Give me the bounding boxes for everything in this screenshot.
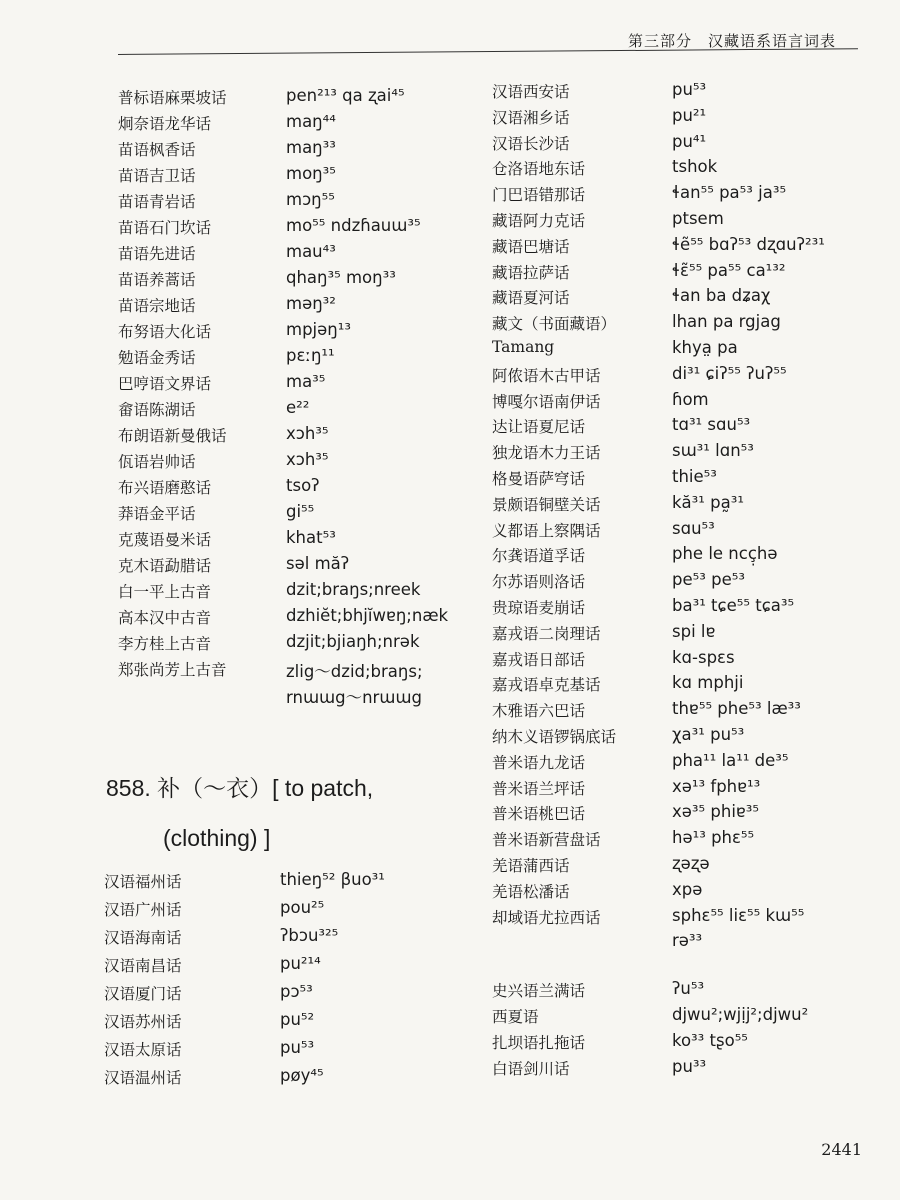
- phonetic-form: xə³⁵ phiɐ³⁵: [672, 802, 760, 822]
- phonetic-form: ʔu⁵³: [672, 979, 705, 999]
- language-name: 苗语宗地话: [118, 297, 196, 315]
- phonetic-form: pen²¹³ qa ʐai⁴⁵: [286, 86, 405, 105]
- language-name: 佤语岩帅话: [118, 453, 196, 471]
- language-name: 白语剑川话: [492, 1059, 570, 1078]
- phonetic-form: mpjəŋ¹³: [286, 320, 351, 339]
- phonetic-form: dzjit;bjiaŋh;nrək: [286, 632, 420, 651]
- language-name: 克木语勐腊话: [118, 557, 212, 575]
- phonetic-form: ʔbɔu³²⁵: [280, 926, 339, 945]
- language-name: 普米语新营盘话: [492, 831, 601, 850]
- language-name: 尔龚语道孚话: [492, 547, 586, 566]
- phonetic-form: thɐ⁵⁵ phe⁵³ læ³³: [672, 699, 801, 719]
- phonetic-form: gi⁵⁵: [286, 502, 315, 521]
- language-name: 郑张尚芳上古音: [118, 661, 227, 679]
- phonetic-form: tshok: [672, 157, 718, 177]
- phonetic-form: pu²¹: [672, 105, 707, 125]
- phonetic-form: dzhiĕt;bhjĭwɐŋ;næk: [286, 606, 449, 625]
- language-name: 汉语温州话: [104, 1069, 182, 1087]
- language-name: 布努语大化话: [118, 323, 212, 341]
- phonetic-form: kɑ mphji: [672, 673, 744, 693]
- language-name: 汉语福州话: [104, 873, 182, 891]
- phonetic-form: kă³¹ pa̰³¹: [672, 492, 744, 512]
- language-name: 巴哼语文界话: [118, 375, 212, 393]
- language-name: 高本汉中古音: [118, 609, 212, 627]
- phonetic-form: rnɯɯg～nrɯɯg: [286, 688, 422, 707]
- language-name: 义都语上察隅话: [492, 521, 601, 540]
- language-name: 嘉戎语日部话: [492, 650, 586, 669]
- language-name: 苗语先进话: [118, 245, 196, 263]
- phonetic-form: mɔŋ⁵⁵: [286, 190, 335, 209]
- phonetic-form: hə¹³ phɛ⁵⁵: [672, 828, 755, 848]
- language-name: 木雅语六巴话: [492, 702, 586, 721]
- phonetic-form: thieŋ⁵² βuo³¹: [280, 870, 385, 889]
- language-name: 藏语夏河话: [492, 289, 570, 308]
- phonetic-form: xɔh³⁵: [286, 424, 329, 443]
- language-name: 汉语湘乡话: [492, 108, 570, 127]
- language-name: 莽语金平话: [118, 505, 196, 523]
- phonetic-form: khya̤ pa: [672, 338, 738, 357]
- language-name: 苗语吉卫话: [118, 167, 196, 185]
- language-name: 汉语南昌话: [104, 957, 182, 975]
- phonetic-form: tɑ³¹ sɑu⁵³: [672, 415, 751, 435]
- language-name: 却域语尤拉西话: [492, 908, 601, 927]
- language-name: 汉语海南话: [104, 929, 182, 947]
- phonetic-form: ɦom: [672, 389, 709, 409]
- language-name: 扎坝语扎拖话: [492, 1033, 586, 1052]
- phonetic-form: pu⁵³: [280, 1038, 315, 1057]
- header-rule: [118, 48, 858, 55]
- language-name: 藏语拉萨话: [492, 263, 570, 282]
- language-name: 博嘎尔语南伊话: [492, 392, 601, 411]
- language-name: 阿侬语木古甲话: [492, 366, 601, 385]
- phonetic-form: ptsem: [672, 209, 724, 228]
- language-name: 李方桂上古音: [118, 635, 212, 653]
- language-name: 贵琼语麦崩话: [492, 599, 586, 617]
- page-header: [0, 0, 900, 60]
- phonetic-form: sɑu⁵³: [672, 518, 715, 538]
- phonetic-form: pu⁵²: [280, 1010, 315, 1029]
- language-name: 苗语石门坎话: [118, 219, 212, 237]
- language-name: 嘉戎语卓克基话: [492, 676, 601, 695]
- phonetic-form: sphɛ⁵⁵ liɛ⁵⁵ kɯ⁵⁵: [672, 905, 805, 925]
- phonetic-form: thie⁵³: [672, 467, 717, 486]
- language-name: 尔苏语则洛话: [492, 573, 586, 592]
- language-name: 景颇语铜壁关话: [492, 495, 601, 514]
- phonetic-form: tsoʔ: [286, 476, 320, 495]
- entry-heading-continuation: (clothing) ]: [163, 825, 271, 851]
- phonetic-form: zlig～dzid;braŋs;: [286, 662, 423, 681]
- phonetic-form: ɬan ba dʑaχ: [672, 286, 771, 306]
- phonetic-form: χa³¹ pu⁵³: [672, 725, 745, 744]
- phonetic-form: pu⁵³: [672, 80, 707, 99]
- phonetic-form: xə¹³ fphɐ¹³: [672, 776, 761, 796]
- phonetic-form: pɛːŋ¹¹: [286, 346, 335, 365]
- phonetic-form: maŋ⁴⁴: [286, 112, 336, 131]
- phonetic-form: moŋ³⁵: [286, 164, 336, 183]
- phonetic-form: pɔ⁵³: [280, 982, 313, 1001]
- language-name: 汉语厦门话: [104, 985, 182, 1003]
- phonetic-form: e²²: [286, 398, 310, 417]
- language-name: 克蔑语曼米话: [118, 531, 212, 549]
- phonetic-form: xɔh³⁵: [286, 450, 329, 469]
- language-name: 白一平上古音: [118, 583, 212, 601]
- language-name: 藏语巴塘话: [492, 237, 570, 256]
- language-name: 格曼语萨穹话: [492, 470, 586, 488]
- language-name: 炯奈语龙华话: [118, 115, 212, 133]
- phonetic-form: lhan pa rgjag: [672, 312, 781, 332]
- language-name: 西夏语: [492, 1008, 539, 1026]
- phonetic-form: rə³³: [672, 931, 703, 951]
- phonetic-form: sɯ³¹ lɑn⁵³: [672, 441, 754, 461]
- language-name: 苗语养蒿话: [118, 271, 196, 289]
- phonetic-form: dzit;braŋs;nreek: [286, 580, 421, 599]
- language-name: 纳木义语锣锅底话: [492, 728, 617, 746]
- phonetic-form: xpə: [672, 879, 703, 899]
- phonetic-form: mau⁴³: [286, 242, 336, 261]
- phonetic-form: pu²¹⁴: [280, 954, 321, 973]
- language-name: 普米语兰坪话: [492, 779, 586, 798]
- language-name: 勉语金秀话: [118, 349, 196, 367]
- phonetic-form: məŋ³²: [286, 294, 336, 313]
- language-name: 苗语青岩话: [118, 193, 196, 211]
- language-name: 苗语枫香话: [118, 141, 196, 159]
- language-name: 普米语九龙话: [492, 753, 586, 772]
- phonetic-form: pha¹¹ la¹¹ de³⁵: [672, 750, 789, 770]
- language-name: 汉语西安话: [492, 83, 570, 101]
- language-name: 达让语夏尼话: [492, 418, 586, 437]
- phonetic-form: di³¹ ɕiʔ⁵⁵ ʔuʔ⁵⁵: [672, 363, 787, 383]
- phonetic-form: ba³¹ tɕe⁵⁵ tɕa³⁵: [672, 596, 795, 615]
- language-name: 藏文（书面藏语）: [492, 315, 617, 334]
- phonetic-form: pe⁵³ pe⁵³: [672, 570, 745, 590]
- language-name: 汉语苏州话: [104, 1013, 182, 1031]
- entry-heading: 858. 补（～衣）[ to patch,: [106, 775, 374, 801]
- language-name: 羌语松潘话: [492, 882, 570, 901]
- language-name: 独龙语木力王话: [492, 444, 601, 463]
- phonetic-form: pu⁴¹: [672, 131, 707, 151]
- phonetic-form: pu³³: [672, 1056, 707, 1076]
- phonetic-form: qhaŋ³⁵ moŋ³³: [286, 268, 396, 287]
- phonetic-form: ʐəʐə: [672, 854, 710, 873]
- phonetic-form: djwu²;wjịj²;djwu²: [672, 1005, 809, 1024]
- language-name: 布兴语磨憨话: [118, 479, 212, 497]
- phonetic-form: ɬan⁵⁵ pa⁵³ ja³⁵: [672, 183, 787, 203]
- language-name: 普米语桃巴话: [492, 805, 586, 824]
- page-number: 2441: [821, 1140, 862, 1159]
- phonetic-form: pøy⁴⁵: [280, 1066, 324, 1085]
- language-name: 汉语太原话: [104, 1041, 182, 1059]
- phonetic-form: səl măʔ: [286, 554, 350, 573]
- language-name: 史兴语兰满话: [492, 982, 586, 1001]
- phonetic-form: ma³⁵: [286, 372, 326, 391]
- phonetic-form: maŋ³³: [286, 138, 336, 157]
- language-name: 嘉戎语二岗理话: [492, 624, 601, 643]
- language-name: 门巴语错那话: [492, 186, 586, 205]
- phonetic-form: phe le ncç̣hə: [672, 544, 778, 564]
- phonetic-form: kɑ-spɛs: [672, 647, 735, 667]
- phonetic-form: pou²⁵: [280, 898, 325, 917]
- phonetic-form: khat⁵³: [286, 528, 336, 547]
- phonetic-form: ɬẽ⁵⁵ bɑʔ⁵³ dʐɑuʔ²³¹: [672, 234, 825, 254]
- language-name: 汉语长沙话: [492, 134, 570, 153]
- language-name: Tamang: [492, 338, 555, 356]
- language-name: 羌语蒲西话: [492, 857, 570, 875]
- phonetic-form: ko³³ tʂo⁵⁵: [672, 1030, 748, 1050]
- running-header-title: 第三部分 汉藏语系语言词表: [627, 32, 836, 50]
- language-name: 普标语麻栗坡话: [118, 89, 227, 107]
- language-name: 畲语陈湖话: [118, 401, 196, 419]
- phonetic-form: mo⁵⁵ ndzɦauɯ³⁵: [286, 216, 421, 235]
- phonetic-form: ɬɛ̃⁵⁵ pa⁵⁵ ca¹³²: [672, 260, 786, 280]
- language-name: 仓洛语地东话: [492, 160, 586, 179]
- language-name: 布朗语新曼俄话: [118, 427, 227, 445]
- language-name: 汉语广州话: [104, 901, 182, 919]
- language-name: 藏语阿力克话: [492, 212, 586, 230]
- phonetic-form: spi lɐ: [672, 621, 716, 641]
